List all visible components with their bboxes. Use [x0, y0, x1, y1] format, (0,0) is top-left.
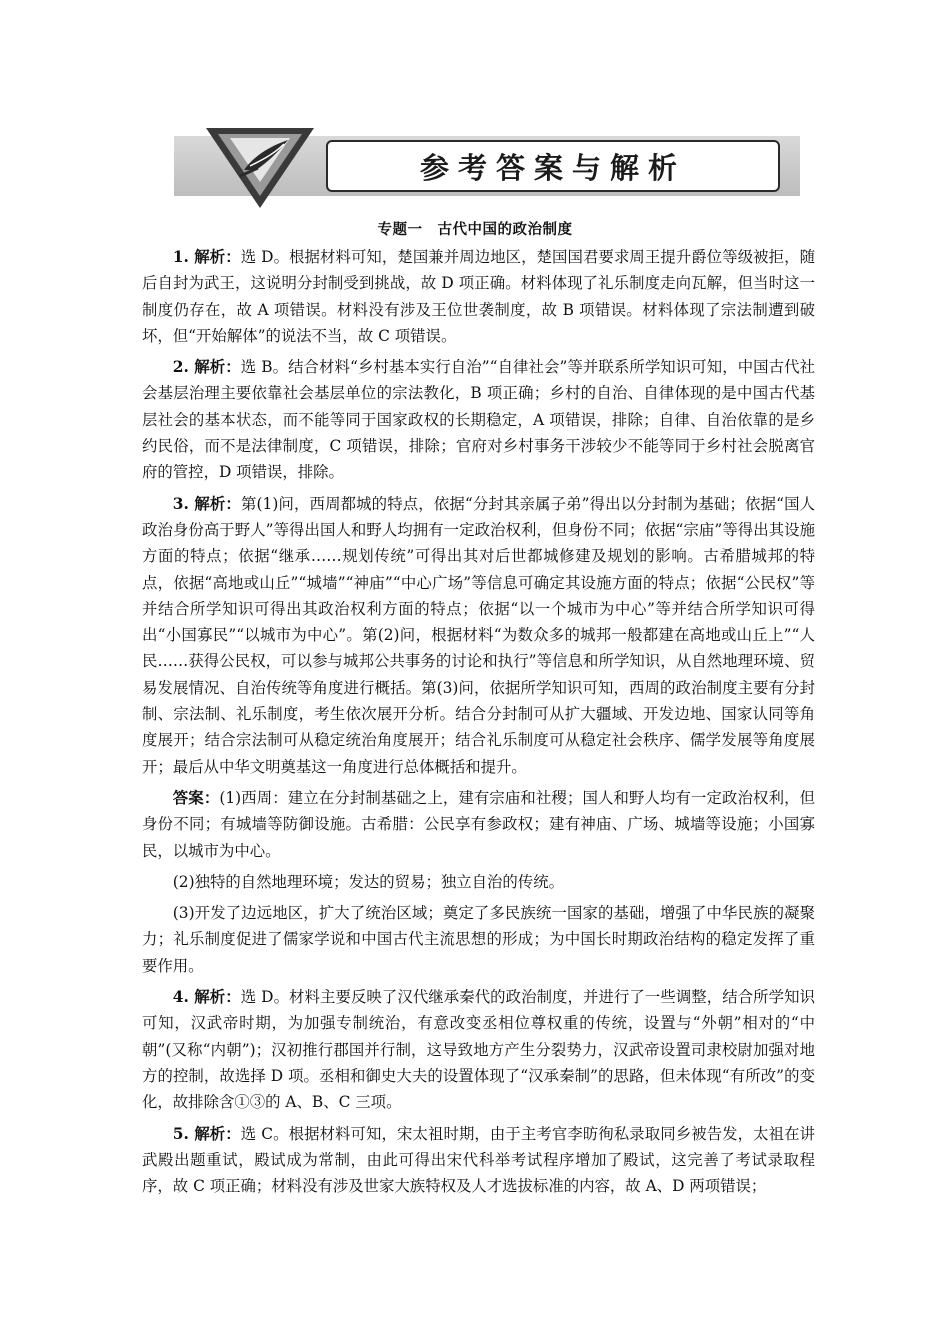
answer-item-2	[142, 354, 815, 485]
item-lead: 5. 解析：	[172, 1124, 241, 1143]
answer-key-3	[142, 900, 815, 979]
item-text: (2)独特的自然地理环境；发达的贸易；独立自治的传统。	[172, 872, 564, 891]
item-text: 选 D。根据材料可知，楚国兼并周边地区，楚国国君要求周王提升爵位等级被拒，随后自封为武王，这说明分封制受到挑战，故 D 项正确。材料体现了礼乐制度走向瓦解，但当时这一制度仍存在，故 A 项错误。材料没有涉及王位世袭制度，故 B 项错误。材料体现了宗法制遭到破坏，但“开始解体”的说法不当，故 C 项错误。	[142, 248, 815, 345]
item-text: (1)西周：建立在分封制基础之上，建有宗庙和社稷；国人和野人均有一定政治权利，但身份不同；有城墙等防御设施。古希腊：公民享有参政权；建有神庙、广场、城墙等设施；小国寡民，以城市为中心。	[142, 788, 815, 860]
item-text: 选 B。结合材料“乡村基本实行自治”“自律社会”等并联系所学知识可知，中国古代社会基层治理主要依靠社会基层单位的宗法教化，B 项正确；乡村的自治、自律体现的是中国古代基层社会的基本状态，而不能等同于国家政权的长期稳定，A 项错误，排除；自律、自治依靠的是乡约民俗，而不是法律制度，C 项错误，排除；官府对乡村事务干涉较少不能等同于乡村社会脱离官府的管控，D 项错误，排除。	[142, 358, 815, 482]
item-text: 第(1)问，西周都城的特点，依据“分封其亲属子弟”得出以分封制为基础；依据“国人政治身份高于野人”等得出国人和野人均拥有一定政治权利，但身份不同；依据“宗庙”等得出其设施方面的特点；依据“继承……规划传统”可得出其对后世都城修建及规划的影响。古希腊城邦的特点，依据“高地或山丘”“城墙”“神庙”“中心广场”等信息可确定其设施方面的特点；依据“公民权”等并结合所学知识可得出其政治权利方面的特点；依据“以一个城市为中心”等并结合所学知识可得出“小国寡民”“以城市为中心”。第(2)问，根据材料“为数众多的城邦一般都建在高地或山丘上”“人民……获得公民权，可以参与城邦公共事务的讨论和执行”等信息和所学知识，从自然地理环境、贸易发展情况、自治传统等角度进行概括。第(3)问，依据所学知识可知，西周的政治制度主要有分封制、宗法制、礼乐制度，考生依次展开分析。结合分封制可从扩大疆域、开发边地、国家认同等角度展开；结合宗法制可从稳定统治角度展开；结合礼乐制度可从稳定社会秩序、儒学发展等角度展开；最后从中华文明奠基这一角度进行总体概括和提升。	[142, 494, 816, 776]
item-text: 选 C。根据材料可知，宋太祖时期，由于主考官李昉徇私录取同乡被告发，太祖在讲武殿出题重试，殿试成为常制，由此可得出宋代科举考试程序增加了殿试，这完善了考试录取程序，故 C 项正确；材料没有涉及世家大族特权及人才选拔标准的内容，故 A、D 两项错误；	[142, 1124, 815, 1196]
answer-key	[142, 785, 815, 864]
item-lead: 答案：	[172, 788, 220, 807]
item-lead: 3. 解析：	[172, 494, 241, 513]
answer-key-2	[142, 869, 815, 895]
item-text: (3)开发了边远地区，扩大了统治区域；奠定了多民族统一国家的基础，增强了中华民族的凝聚力；礼乐制度促进了儒家学说和中国古代主流思想的形成；为中国长时期政治结构的稳定发挥了重要作用。	[142, 904, 815, 975]
item-lead: 2. 解析：	[172, 358, 241, 377]
quill-triangle-icon	[204, 126, 316, 210]
page-title: 参考答案与解析	[419, 150, 686, 185]
answer-item-3	[142, 491, 815, 780]
header-title-box	[326, 140, 780, 192]
item-lead: 1. 解析：	[172, 248, 241, 266]
item-lead: 4. 解析：	[172, 988, 241, 1007]
section-title: 专题一 古代中国的政治制度	[377, 221, 573, 238]
item-text: 选 D。材料主要反映了汉代继承秦代的政治制度，并进行了一些调整，结合所学知识可知，汉武帝时期，为加强专制统治，有意改变丞相位尊权重的传统，设置与“外朝”相对的“中朝”(又称“内朝”)；汉初推行郡国并行制，这导致地方产生分裂势力，汉武帝设置司隶校尉加强对地方的控制，故选择 D 项。丞相和御史大夫的设置体现了“汉承秦制”的思路，但未体现“有所改”的变化，故排除含①③的 A、B、C 三项。	[142, 988, 815, 1112]
header-banner	[174, 126, 800, 210]
answer-item-5	[142, 1121, 815, 1200]
answer-item-1	[142, 244, 815, 349]
answer-content	[142, 244, 815, 1199]
answer-item-4	[142, 984, 815, 1115]
